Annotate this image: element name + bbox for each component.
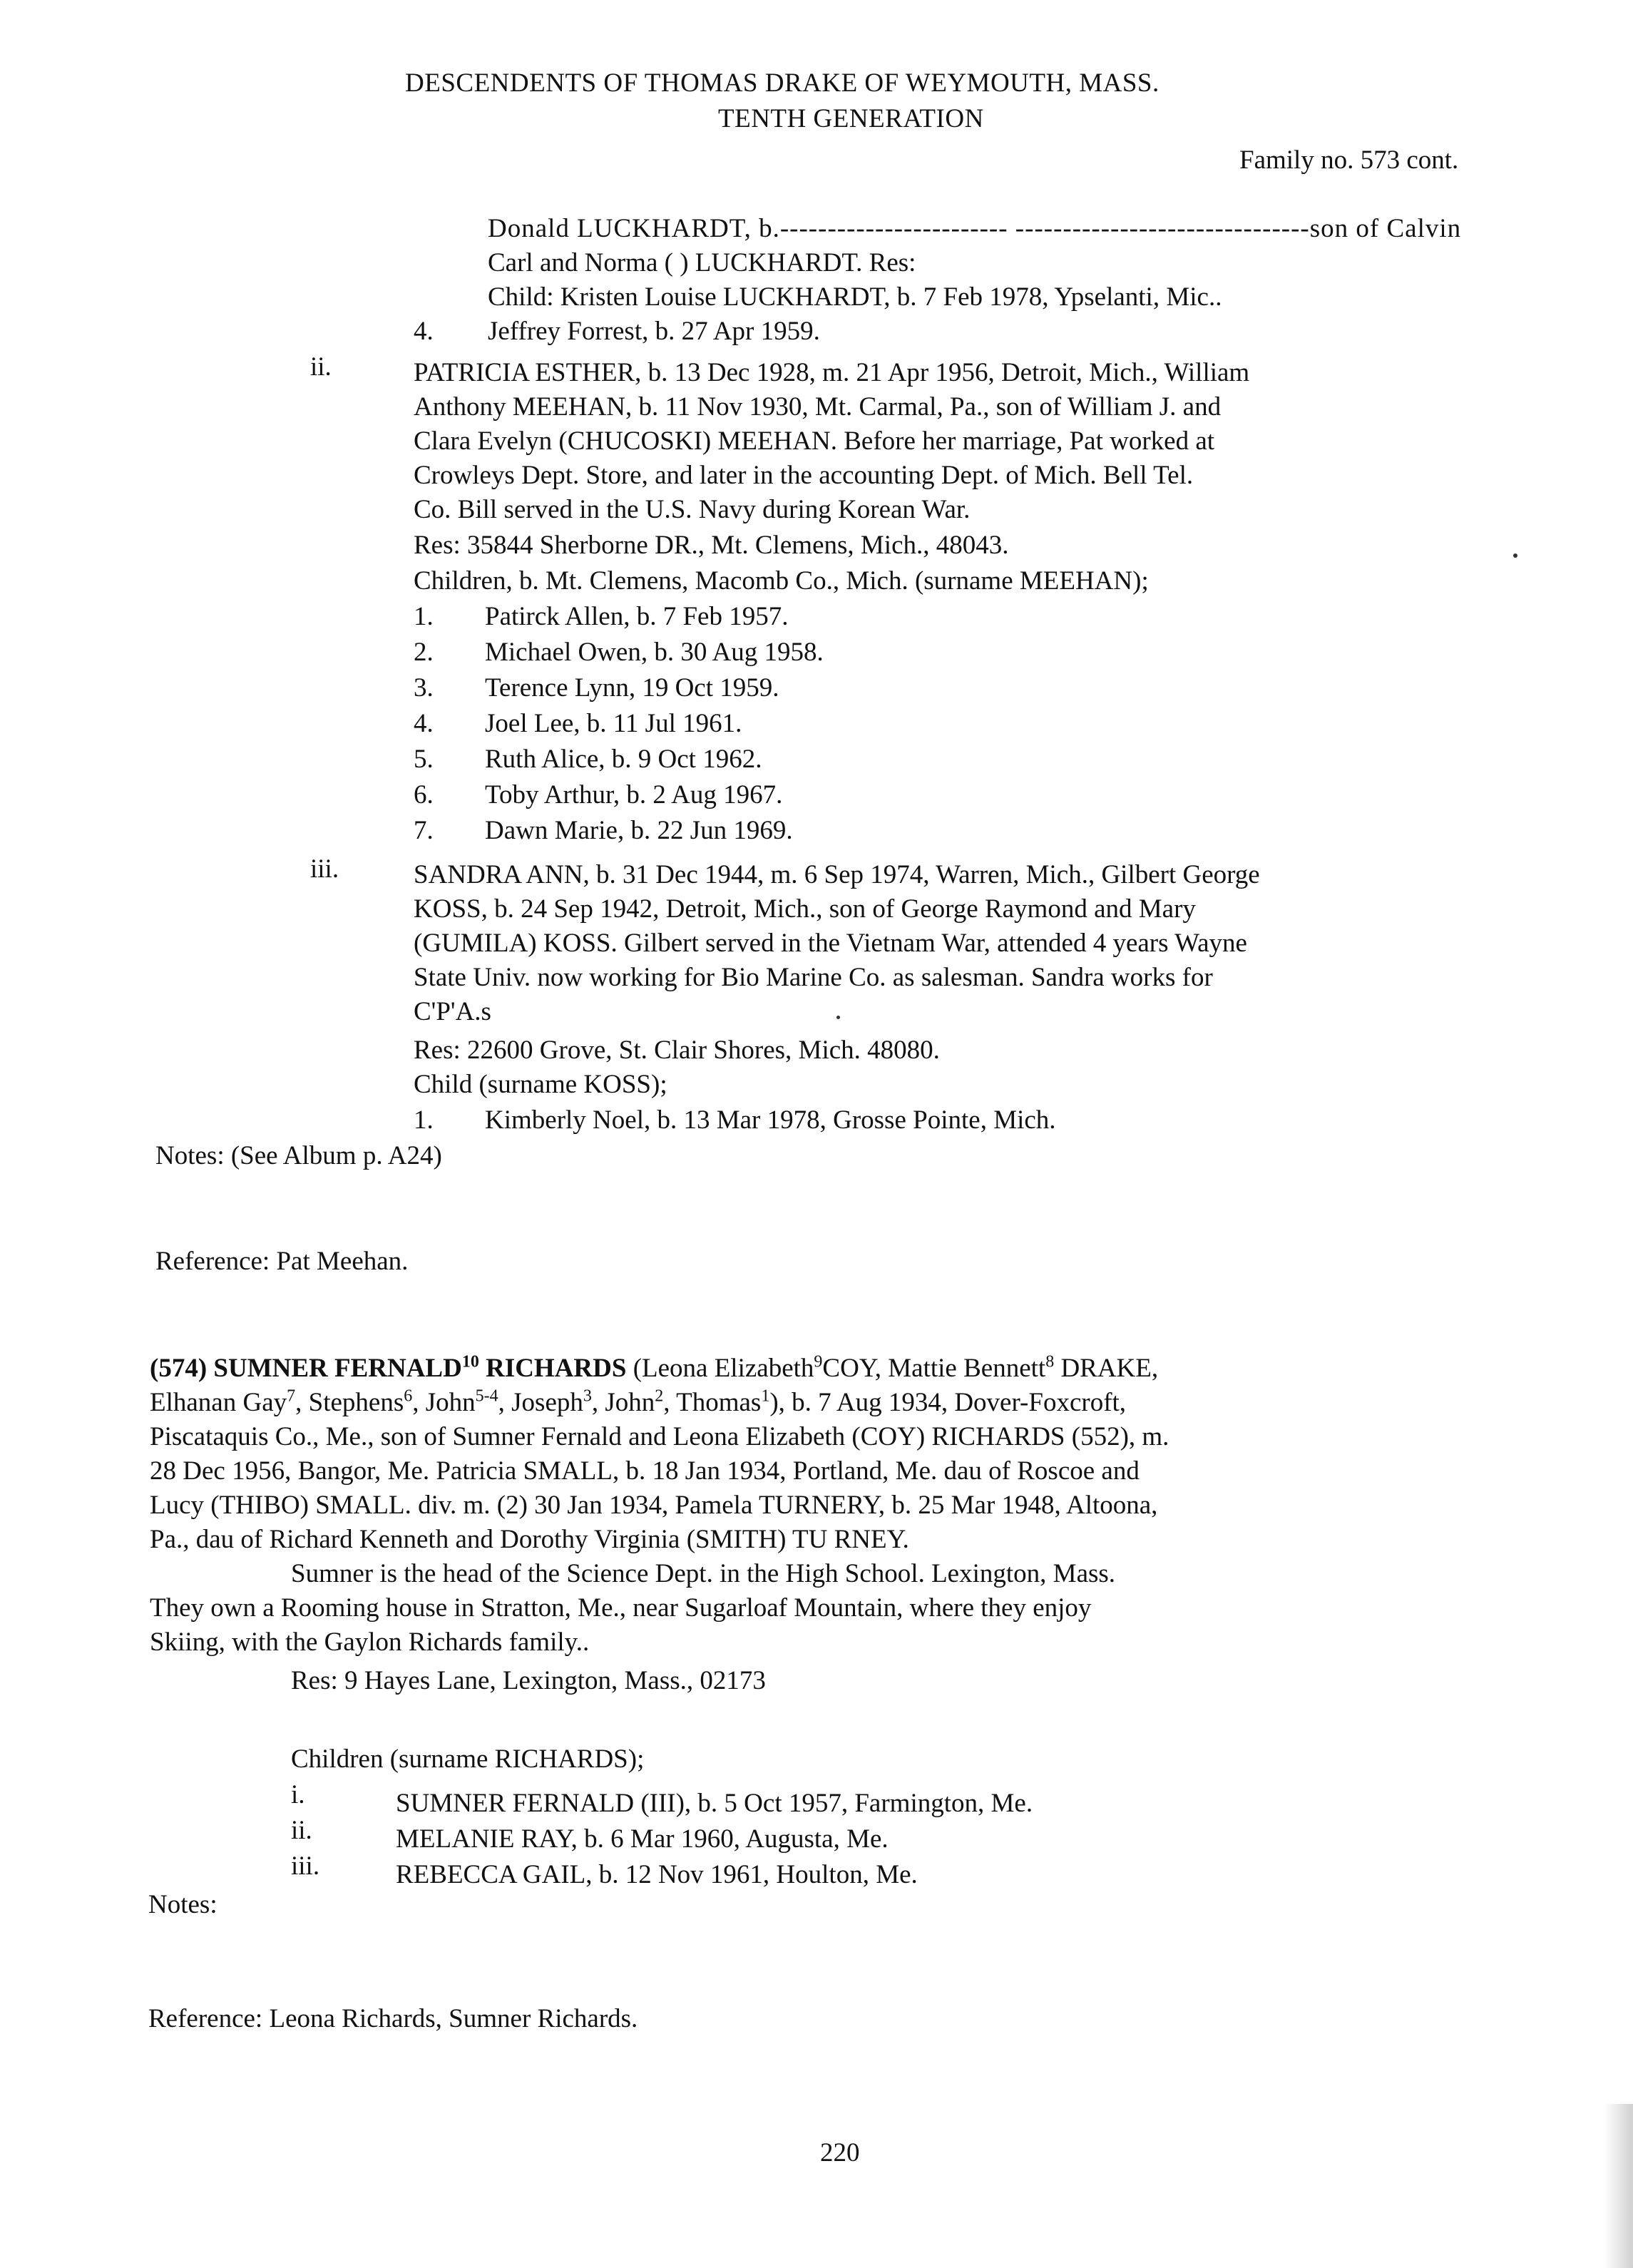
generation-superscript: 3: [583, 1386, 592, 1406]
generation-superscript: 7: [287, 1386, 296, 1406]
scan-speck: [836, 1016, 840, 1019]
text-line: Children (surname RICHARDS);: [291, 1745, 645, 1774]
text-line: Pa., dau of Richard Kenneth and Dorothy Virginia (SMITH) TU RNEY.: [150, 1525, 909, 1554]
list-number: 5.: [414, 745, 434, 774]
text-line: 28 Dec 1956, Bangor, Me. Patricia SMALL, b. 18 Jan 1934, Portland, Me. dau of Roscoe and: [150, 1456, 1140, 1486]
list-item: SUMNER FERNALD (III), b. 5 Oct 1957, Farmington, Me.: [396, 1789, 1033, 1818]
text-line: KOSS, b. 24 Sep 1942, Detroit, Mich., son of George Raymond and Mary: [414, 894, 1196, 924]
list-item: Michael Owen, b. 30 Aug 1958.: [485, 638, 824, 667]
page-number: 220: [820, 2138, 860, 2167]
lineage-text: COY, Mattie Bennett: [822, 1354, 1046, 1383]
list-number: 1.: [414, 1105, 434, 1135]
text-line: Res: 9 Hayes Lane, Lexington, Mass., 02173: [291, 1666, 766, 1695]
list-number: ii.: [291, 1816, 312, 1845]
list-item: REBECCA GAIL, b. 12 Nov 1961, Houlton, Me.: [396, 1860, 918, 1889]
lineage-text: , Joseph: [498, 1388, 583, 1417]
list-number: ii.: [310, 352, 332, 382]
text-line: SANDRA ANN, b. 31 Dec 1944, m. 6 Sep 1974, Warren, Mich., Gilbert George: [414, 860, 1260, 889]
notes: Notes: (See Album p. A24): [155, 1141, 442, 1170]
lineage-text: (Leona Elizabeth: [626, 1354, 814, 1383]
lineage-text: , Thomas: [663, 1388, 762, 1417]
entry-heading: [150, 1352, 1159, 1383]
page-edge-shadow: [1604, 2104, 1633, 2268]
list-item: Patirck Allen, b. 7 Feb 1957.: [485, 602, 789, 631]
list-number: iii.: [310, 854, 339, 884]
list-number: 4.: [414, 709, 434, 738]
list-number: 4.: [414, 317, 434, 346]
lineage-text: ), b. 7 Aug 1934, Dover-Foxcroft,: [769, 1388, 1127, 1417]
list-item: Ruth Alice, b. 9 Oct 1962.: [485, 745, 762, 774]
lineage-line: [150, 1386, 1127, 1417]
list-item: Toby Arthur, b. 2 Aug 1967.: [485, 780, 783, 809]
text-line: C'P'A.s: [414, 997, 491, 1026]
list-number: 1.: [414, 602, 434, 631]
generation-superscript: 1: [761, 1386, 770, 1406]
notes: Notes:: [148, 1890, 217, 1919]
generation-superscript: 10: [461, 1352, 479, 1371]
generation-superscript: 9: [814, 1352, 823, 1371]
page-title: DESCENDENTS OF THOMAS DRAKE OF WEYMOUTH, MASS.: [405, 68, 1160, 98]
text-line: They own a Rooming house in Stratton, Me., near Sugarloaf Mountain, where they enjoy: [150, 1593, 1092, 1623]
list-number: 6.: [414, 780, 434, 809]
text-line: Carl and Norma ( ) LUCKHARDT. Res:: [488, 248, 916, 277]
list-number: iii.: [291, 1851, 320, 1881]
text-line: Child: Kristen Louise LUCKHARDT, b. 7 Feb 1978, Ypselanti, Mic..: [488, 282, 1222, 312]
text-line: Res: 22600 Grove, St. Clair Shores, Mich. 48080.: [414, 1036, 940, 1065]
lineage-text: Elhanan Gay: [150, 1388, 287, 1417]
lineage-text: , John: [412, 1388, 476, 1417]
reference: Reference: Leona Richards, Sumner Richards.: [148, 2004, 638, 2033]
generation-superscript: 6: [404, 1386, 413, 1406]
lineage-text: DRAKE,: [1054, 1354, 1159, 1383]
family-number: Family no. 573 cont.: [1239, 145, 1459, 175]
text-line: Clara Evelyn (CHUCOSKI) MEEHAN. Before her marriage, Pat worked at: [414, 426, 1215, 456]
list-item: Dawn Marie, b. 22 Jun 1969.: [485, 816, 793, 845]
text-line: Anthony MEEHAN, b. 11 Nov 1930, Mt. Carmal, Pa., son of William J. and: [414, 392, 1222, 422]
list-item: Terence Lynn, 19 Oct 1959.: [485, 673, 779, 703]
generation-superscript: 8: [1045, 1352, 1055, 1371]
text-line: State Univ. now working for Bio Marine Co. as salesman. Sandra works for: [414, 963, 1213, 992]
text-line: Lucy (THIBO) SMALL. div. m. (2) 30 Jan 1934, Pamela TURNERY, b. 25 Mar 1948, Altoona,: [150, 1491, 1158, 1520]
list-number: 2.: [414, 638, 434, 667]
text-line: Piscataquis Co., Me., son of Sumner Fernald and Leona Elizabeth (COY) RICHARDS (552), m.: [150, 1422, 1169, 1451]
scan-speck: [1513, 553, 1517, 558]
text-line: Skiing, with the Gaylon Richards family..: [150, 1628, 590, 1657]
text-line: Jeffrey Forrest, b. 27 Apr 1959.: [488, 317, 820, 346]
text-line: Co. Bill served in the U.S. Navy during Korean War.: [414, 495, 971, 524]
reference: Reference: Pat Meehan.: [155, 1247, 409, 1276]
list-item: Kimberly Noel, b. 13 Mar 1978, Grosse Pointe, Mich.: [485, 1105, 1056, 1135]
list-item: Joel Lee, b. 11 Jul 1961.: [485, 709, 742, 738]
text-line: (GUMILA) KOSS. Gilbert served in the Vietnam War, attended 4 years Wayne: [414, 929, 1247, 958]
generation-superscript: 5-4: [475, 1386, 498, 1406]
generation-superscript: 2: [655, 1386, 664, 1406]
entry-heading-surname: RICHARDS: [478, 1354, 627, 1383]
text-line: Children, b. Mt. Clemens, Macomb Co., Mich. (surname MEEHAN);: [414, 566, 1149, 596]
list-number: 3.: [414, 673, 434, 703]
list-number: i.: [291, 1780, 305, 1809]
entry-heading-name: (574) SUMNER FERNALD: [150, 1354, 462, 1383]
lineage-text: , John: [591, 1388, 655, 1417]
text-line: Child (surname KOSS);: [414, 1070, 667, 1099]
page-subtitle: TENTH GENERATION: [718, 104, 984, 133]
text-line: PATRICIA ESTHER, b. 13 Dec 1928, m. 21 Apr 1956, Detroit, Mich., William: [414, 358, 1250, 387]
list-item: MELANIE RAY, b. 6 Mar 1960, Augusta, Me.: [396, 1824, 889, 1854]
text-line: Sumner is the head of the Science Dept. in the High School. Lexington, Mass.: [291, 1559, 1116, 1588]
text-line: Crowleys Dept. Store, and later in the accounting Dept. of Mich. Bell Tel.: [414, 461, 1194, 490]
text-line: Donald LUCKHARDT, b.------------------------ -------------------------------son of Calvin: [488, 214, 1462, 243]
list-number: 7.: [414, 816, 434, 845]
lineage-text: , Stephens: [295, 1388, 404, 1417]
text-line: Res: 35844 Sherborne DR., Mt. Clemens, Mich., 48043.: [414, 531, 1009, 560]
